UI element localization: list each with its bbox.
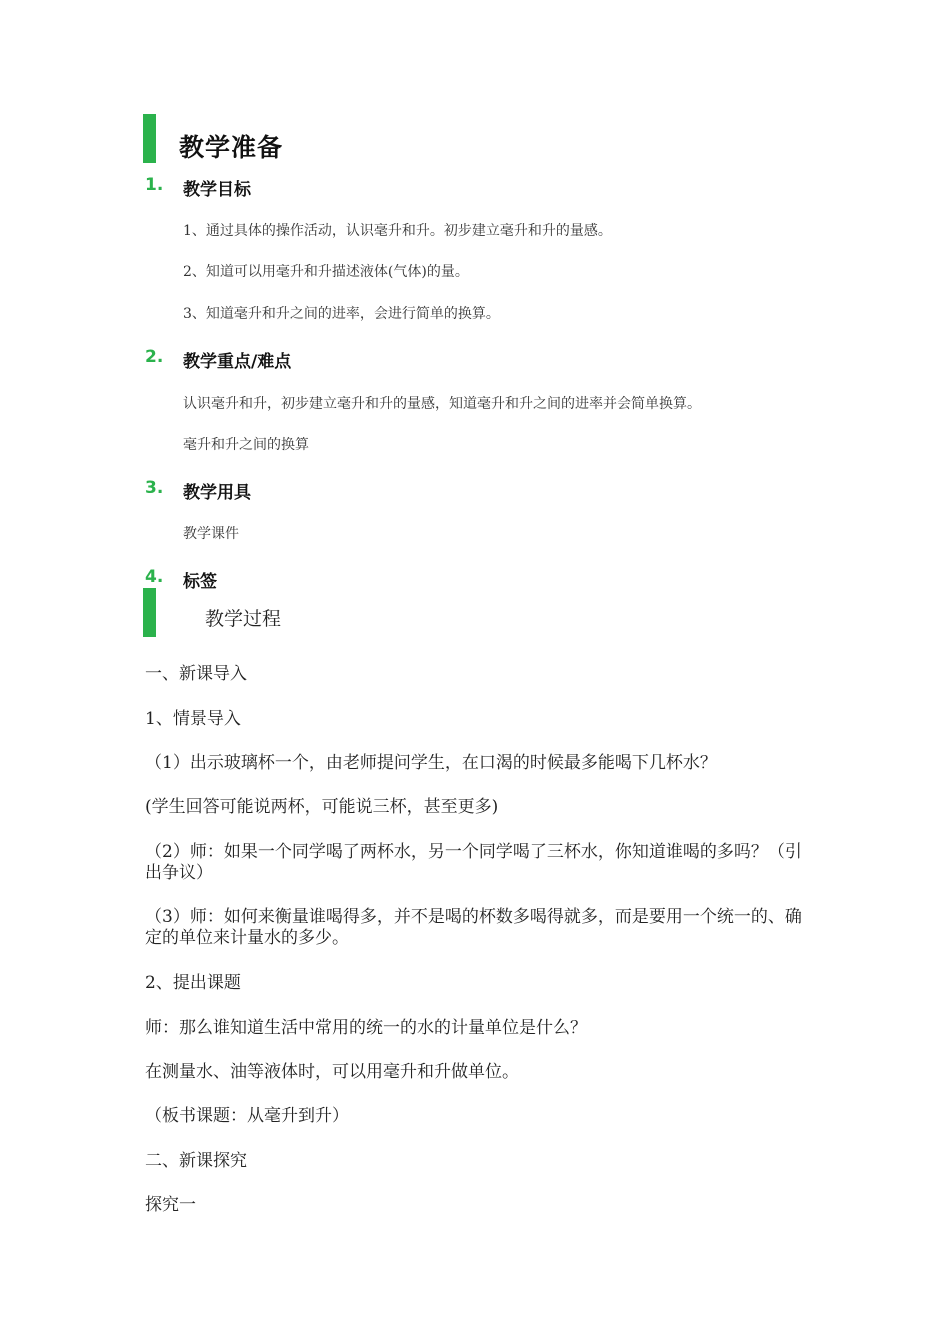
process-paragraph-11: 二、新课探究 xyxy=(145,1151,247,1171)
process-paragraph-2: 1、情景导入 xyxy=(145,709,241,729)
process-paragraph-5: （2）师：如果一个同学喝了两杯水，另一个同学喝了三杯水，你知道谁喝的多吗？（引出争议） xyxy=(145,842,802,883)
item-4-number: 4. xyxy=(145,567,164,587)
section-process-title: 教学过程 xyxy=(205,608,282,630)
process-paragraph-9: 在测量水、油等液体时，可以用毫升和升做单位。 xyxy=(145,1062,519,1082)
process-paragraph-6: （3）师：如何来衡量谁喝得多，并不是喝的杯数多喝得就多，而是要用一个统一的、确定的单位来计量水的多少。 xyxy=(145,907,802,948)
item-1-title: 教学目标 xyxy=(183,180,251,200)
process-paragraph-10: （板书课题：从毫升到升） xyxy=(145,1106,349,1126)
item-3-number: 3. xyxy=(145,478,164,498)
item-4-title: 标签 xyxy=(183,572,217,592)
section-prep-title: 教学准备 xyxy=(179,133,284,162)
item-1-number: 1. xyxy=(145,175,164,195)
section-process-accent-bar xyxy=(143,588,156,637)
item-3-title: 教学用具 xyxy=(183,483,251,503)
process-paragraph-8: 师：那么谁知道生活中常用的统一的水的计量单位是什么？ xyxy=(145,1018,587,1038)
process-paragraph-12: 探究一 xyxy=(145,1195,196,1215)
objective-line-2: 2、知道可以用毫升和升描述液体(气体)的量。 xyxy=(183,264,469,280)
process-paragraph-1: 一、新课导入 xyxy=(145,664,247,684)
section-prep-accent-bar xyxy=(143,114,156,163)
item-2-number: 2. xyxy=(145,347,164,367)
process-paragraph-3: （1）出示玻璃杯一个，由老师提问学生，在口渴的时候最多能喝下几杯水？ xyxy=(145,753,717,773)
item-2-title: 教学重点/难点 xyxy=(183,352,292,372)
objective-line-3: 3、知道毫升和升之间的进率，会进行简单的换算。 xyxy=(183,306,500,322)
key-point-line-2: 毫升和升之间的换算 xyxy=(183,437,309,453)
process-paragraph-7: 2、提出课题 xyxy=(145,973,241,993)
process-paragraph-4: (学生回答可能说两杯，可能说三杯，甚至更多) xyxy=(145,797,499,817)
objective-line-1: 1、通过具体的操作活动，认识毫升和升。初步建立毫升和升的量感。 xyxy=(183,223,612,239)
tools-line-1: 教学课件 xyxy=(183,526,239,542)
key-point-line-1: 认识毫升和升，初步建立毫升和升的量感，知道毫升和升之间的进率并会简单换算。 xyxy=(183,396,701,412)
